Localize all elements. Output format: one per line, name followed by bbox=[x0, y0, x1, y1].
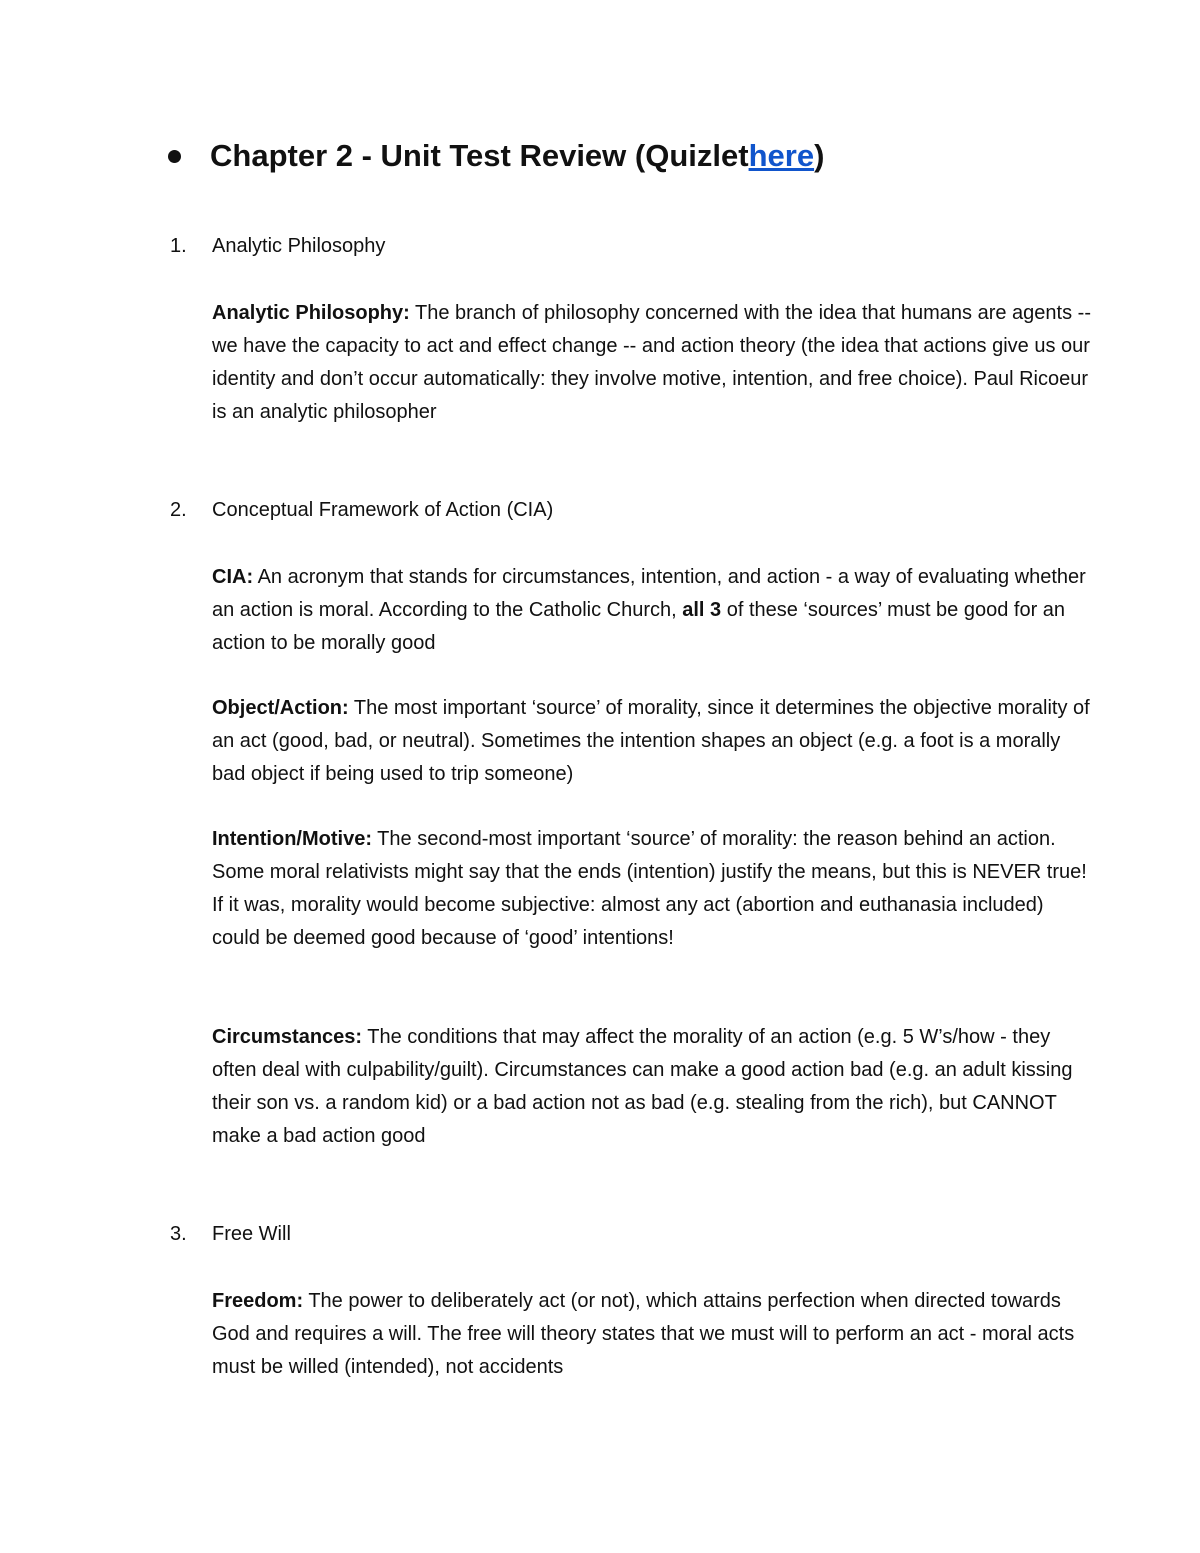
definition-term: Circumstances: bbox=[212, 1026, 363, 1048]
definition-text: The conditions that may affect the morality of an action (e.g. 5 W’s/how - they often deal with culpability/guilt). Circumstances can make a good action bad (e.g. an adult kissing their son vs. a random kid) or a bad action not as bad (e.g. stealing from the rich), but CANNOT make a bad action good bbox=[212, 1026, 1073, 1147]
definition-paragraph bbox=[212, 1285, 1092, 1384]
item-title: Free Will bbox=[212, 1223, 291, 1245]
definition-freedom bbox=[212, 1285, 1092, 1384]
definition-paragraph bbox=[212, 823, 1092, 955]
definition-term: Analytic Philosophy: bbox=[212, 302, 410, 324]
definition-text: The second-most important ‘source’ of morality: the reason behind an action. Some moral relativists might say that the ends (intention) justify the means, but this is NEVER true! If it was, morality would become subjective: almost any act (abortion and euthanasia included) could be deemed good because of ‘good’ intentions! bbox=[212, 828, 1087, 949]
definition-object-action bbox=[212, 692, 1092, 791]
quizlet-link[interactable]: here bbox=[748, 138, 815, 173]
chapter-heading bbox=[168, 138, 824, 174]
heading-suffix: ) bbox=[814, 138, 825, 173]
definition-text-continued: of these ‘sources’ must be good for an action to be morally good bbox=[212, 599, 1066, 654]
definition-intention-motive bbox=[212, 823, 1092, 955]
list-number: 1. bbox=[170, 235, 187, 257]
heading-text: Chapter 2 - Unit Test Review (Quizlet bbox=[210, 138, 749, 173]
item-title: Conceptual Framework of Action (CIA) bbox=[212, 499, 554, 521]
list-number: 2. bbox=[170, 499, 187, 521]
definition-paragraph bbox=[212, 692, 1092, 791]
definition-term: Object/Action: bbox=[212, 697, 349, 719]
definition-term: Intention/Motive: bbox=[212, 828, 372, 850]
list-item-free-will bbox=[170, 1218, 291, 1251]
list-number: 3. bbox=[170, 1223, 187, 1245]
definition-text: The most important ‘source’ of morality, since it determines the objective morality of an act (good, bad, or neutral). Sometimes the intention shapes an object (e.g. a foot is a morally bad object if being used to trip someone) bbox=[212, 697, 1090, 785]
definition-circumstances bbox=[212, 1021, 1092, 1153]
list-item-cia bbox=[170, 494, 553, 527]
definition-text: The branch of philosophy concerned with the idea that humans are agents -- we have the capacity to act and effect change -- and action theory (the idea that actions give us our identity and don’t occur automatically: they involve motive, intention, and free choice). Paul Ricoeur is an analytic philosopher bbox=[212, 302, 1091, 423]
definition-cia bbox=[212, 561, 1092, 660]
emphasis-text: all 3 bbox=[682, 599, 722, 621]
list-item-analytic-philosophy bbox=[170, 230, 385, 263]
definition-term: Freedom: bbox=[212, 1290, 304, 1312]
definition-term: CIA: bbox=[212, 566, 254, 588]
bullet-icon bbox=[168, 150, 181, 163]
definition-text: An acronym that stands for circumstances, intention, and action - a way of evaluating whether an action is moral. According to the Catholic Church, bbox=[212, 566, 1086, 621]
definition-paragraph bbox=[212, 561, 1092, 660]
definition-paragraph bbox=[212, 1021, 1092, 1153]
definition-analytic-philosophy bbox=[212, 297, 1092, 429]
definition-text: The power to deliberately act (or not), which attains perfection when directed towards God and requires a will. The free will theory states that we must will to perform an act - moral acts must be willed (intended), not accidents bbox=[212, 1290, 1075, 1378]
definition-paragraph bbox=[212, 297, 1092, 429]
item-title: Analytic Philosophy bbox=[212, 235, 386, 257]
